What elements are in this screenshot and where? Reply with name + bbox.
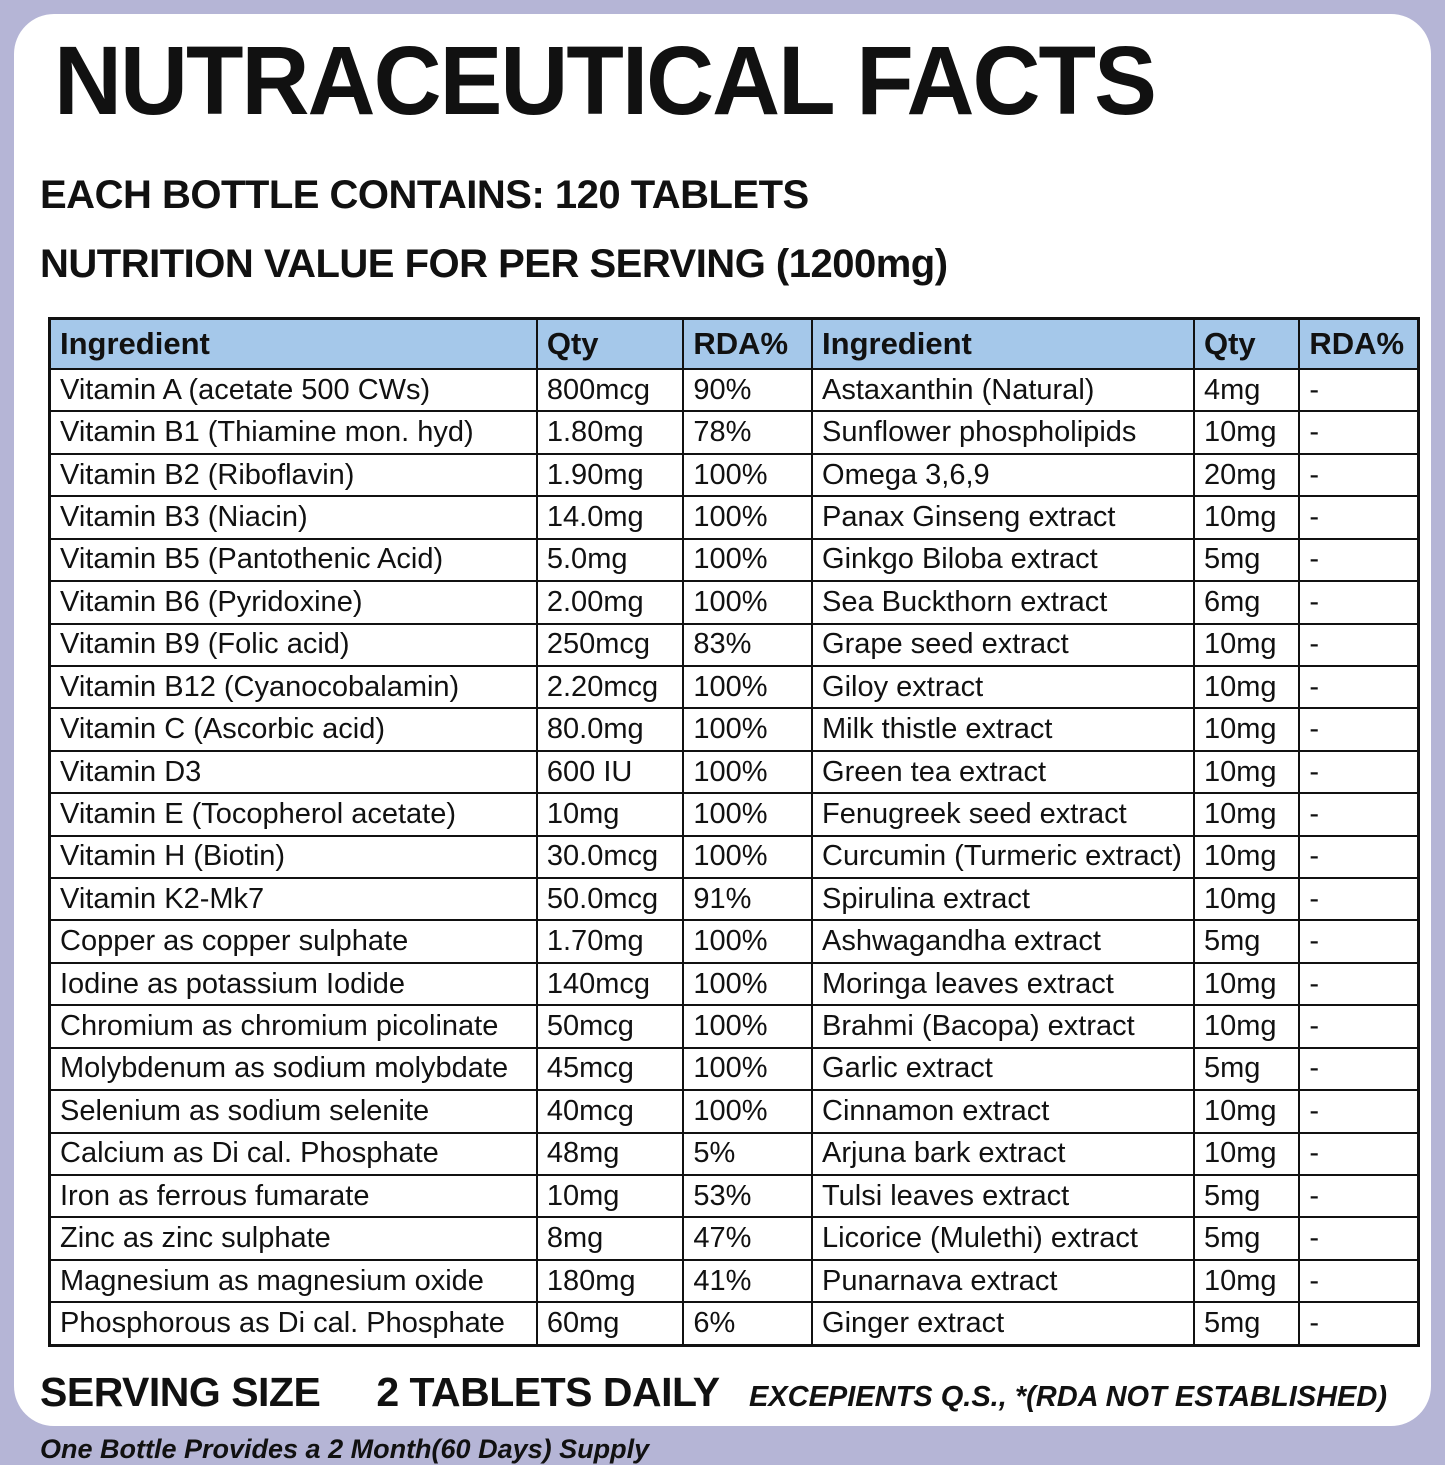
excipients-note: EXCEPIENTS Q.S., *(RDA NOT ESTABLISHED) (748, 1381, 1387, 1413)
rda-left-cell: 100% (683, 454, 812, 496)
ingredient-left-cell: Vitamin B6 (Pyridoxine) (50, 581, 537, 623)
qty-left-cell: 2.00mg (537, 581, 683, 623)
table-row (50, 1302, 1419, 1345)
rda-left-cell: 100% (683, 920, 812, 962)
rda-right-cell: - (1299, 836, 1418, 878)
qty-right-cell: 10mg (1194, 963, 1299, 1005)
ingredient-left-cell: Calcium as Di cal. Phosphate (50, 1133, 537, 1175)
qty-right-cell: 10mg (1194, 1133, 1299, 1175)
table-header-row (50, 319, 1419, 370)
qty-right-cell: 5mg (1194, 1217, 1299, 1259)
ingredient-left-cell: Copper as copper sulphate (50, 920, 537, 962)
rda-left-cell: 83% (683, 624, 812, 666)
qty-left-cell: 10mg (537, 1175, 683, 1217)
table-row (50, 1260, 1419, 1302)
qty-right-cell: 10mg (1194, 666, 1299, 708)
ingredient-right-cell: Spirulina extract (812, 878, 1194, 920)
rda-right-cell: - (1299, 963, 1418, 1005)
ingredient-right-cell: Milk thistle extract (812, 708, 1194, 750)
ingredient-right-cell: Cinnamon extract (812, 1090, 1194, 1132)
rda-left-cell: 78% (683, 411, 812, 453)
rda-left-cell: 100% (683, 496, 812, 538)
rda-right-cell: - (1299, 1090, 1418, 1132)
rda-right-cell: - (1299, 1133, 1418, 1175)
ingredient-right-cell: Green tea extract (812, 751, 1194, 793)
ingredient-right-cell: Moringa leaves extract (812, 963, 1194, 1005)
qty-left-cell: 140mcg (537, 963, 683, 1005)
rda-left-cell: 100% (683, 1005, 812, 1047)
table-row (50, 920, 1419, 962)
ingredient-left-cell: Vitamin E (Tocopherol acetate) (50, 793, 537, 835)
table-row (50, 963, 1419, 1005)
ingredient-right-cell: Ginger extract (812, 1302, 1194, 1345)
qty-right-cell: 10mg (1194, 411, 1299, 453)
ingredient-left-cell: Selenium as sodium selenite (50, 1090, 537, 1132)
ingredient-left-cell: Vitamin B12 (Cyanocobalamin) (50, 666, 537, 708)
qty-right-cell: 6mg (1194, 581, 1299, 623)
ingredient-right-cell: Brahmi (Bacopa) extract (812, 1005, 1194, 1047)
qty-left-cell: 48mg (537, 1133, 683, 1175)
qty-left-cell: 60mg (537, 1302, 683, 1345)
rda-right-cell: - (1299, 1302, 1418, 1345)
rda-left-cell: 100% (683, 581, 812, 623)
ingredient-left-cell: Phosphorous as Di cal. Phosphate (50, 1302, 537, 1345)
supply-note: One Bottle Provides a 2 Month(60 Days) Supply (40, 1434, 650, 1464)
qty-left-cell: 10mg (537, 793, 683, 835)
rda-left-cell: 100% (683, 1090, 812, 1132)
ingredient-left-cell: Zinc as zinc sulphate (50, 1217, 537, 1259)
rda-right-cell: - (1299, 1175, 1418, 1217)
page-title: NUTRACEUTICAL FACTS (54, 26, 1155, 135)
qty-left-cell: 800mcg (537, 369, 683, 411)
rda-left-cell: 100% (683, 793, 812, 835)
qty-right-cell: 10mg (1194, 708, 1299, 750)
qty-left-cell: 1.90mg (537, 454, 683, 496)
column-header-rda-right: RDA% (1299, 319, 1418, 370)
ingredients-table (48, 317, 1420, 1347)
serving-size-label: SERVING SIZE (40, 1369, 321, 1415)
ingredient-right-cell: Grape seed extract (812, 624, 1194, 666)
rda-left-cell: 100% (683, 1048, 812, 1090)
table-row (50, 411, 1419, 453)
rda-right-cell: - (1299, 1217, 1418, 1259)
table-row (50, 751, 1419, 793)
qty-right-cell: 5mg (1194, 1302, 1299, 1345)
ingredient-right-cell: Sunflower phospholipids (812, 411, 1194, 453)
qty-right-cell: 10mg (1194, 624, 1299, 666)
ingredient-right-cell: Curcumin (Turmeric extract) (812, 836, 1194, 878)
qty-left-cell: 180mg (537, 1260, 683, 1302)
qty-right-cell: 5mg (1194, 1175, 1299, 1217)
rda-left-cell: 53% (683, 1175, 812, 1217)
qty-right-cell: 10mg (1194, 496, 1299, 538)
rda-left-cell: 100% (683, 836, 812, 878)
rda-right-cell: - (1299, 496, 1418, 538)
qty-right-cell: 10mg (1194, 836, 1299, 878)
ingredient-left-cell: Chromium as chromium picolinate (50, 1005, 537, 1047)
rda-right-cell: - (1299, 1260, 1418, 1302)
qty-left-cell: 30.0mcg (537, 836, 683, 878)
ingredient-right-cell: Astaxanthin (Natural) (812, 369, 1194, 411)
rda-right-cell: - (1299, 920, 1418, 962)
table-row (50, 581, 1419, 623)
column-header-ingredient-left: Ingredient (50, 319, 537, 370)
nutrition-value-text: NUTRITION VALUE FOR PER SERVING (1200mg) (40, 242, 948, 286)
qty-right-cell: 10mg (1194, 751, 1299, 793)
qty-left-cell: 1.80mg (537, 411, 683, 453)
qty-left-cell: 8mg (537, 1217, 683, 1259)
rda-left-cell: 90% (683, 369, 812, 411)
column-header-qty-right: Qty (1194, 319, 1299, 370)
qty-left-cell: 1.70mg (537, 920, 683, 962)
ingredient-left-cell: Vitamin B2 (Riboflavin) (50, 454, 537, 496)
serving-size (40, 1369, 720, 1416)
rda-left-cell: 100% (683, 963, 812, 1005)
qty-left-cell: 600 IU (537, 751, 683, 793)
qty-right-cell: 5mg (1194, 920, 1299, 962)
qty-right-cell: 5mg (1194, 539, 1299, 581)
ingredient-left-cell: Vitamin C (Ascorbic acid) (50, 708, 537, 750)
ingredient-right-cell: Fenugreek seed extract (812, 793, 1194, 835)
ingredient-left-cell: Vitamin K2-Mk7 (50, 878, 537, 920)
table-row (50, 1005, 1419, 1047)
table-row (50, 539, 1419, 581)
ingredient-right-cell: Ginkgo Biloba extract (812, 539, 1194, 581)
ingredient-left-cell: Vitamin D3 (50, 751, 537, 793)
rda-left-cell: 47% (683, 1217, 812, 1259)
column-header-ingredient-right: Ingredient (812, 319, 1194, 370)
column-header-rda-left: RDA% (683, 319, 812, 370)
table-row (50, 496, 1419, 538)
qty-right-cell: 4mg (1194, 369, 1299, 411)
nutraceutical-facts-card (14, 14, 1431, 1464)
rda-left-cell: 5% (683, 1133, 812, 1175)
rda-right-cell: - (1299, 793, 1418, 835)
rda-right-cell: - (1299, 624, 1418, 666)
table-row (50, 454, 1419, 496)
rda-left-cell: 41% (683, 1260, 812, 1302)
ingredient-left-cell: Vitamin B3 (Niacin) (50, 496, 537, 538)
rda-right-cell: - (1299, 369, 1418, 411)
ingredient-left-cell: Vitamin B5 (Pantothenic Acid) (50, 539, 537, 581)
qty-left-cell: 2.20mcg (537, 666, 683, 708)
serving-size-value: 2 TABLETS DAILY (376, 1369, 720, 1415)
rda-right-cell: - (1299, 708, 1418, 750)
ingredient-right-cell: Licorice (Mulethi) extract (812, 1217, 1194, 1259)
rda-right-cell: - (1299, 1048, 1418, 1090)
footer-row (40, 1369, 1387, 1416)
table-row (50, 1090, 1419, 1132)
table-row (50, 369, 1419, 411)
qty-left-cell: 45mcg (537, 1048, 683, 1090)
ingredient-right-cell: Tulsi leaves extract (812, 1175, 1194, 1217)
ingredient-left-cell: Iron as ferrous fumarate (50, 1175, 537, 1217)
qty-right-cell: 10mg (1194, 878, 1299, 920)
ingredient-left-cell: Iodine as potassium Iodide (50, 963, 537, 1005)
qty-right-cell: 20mg (1194, 454, 1299, 496)
rda-right-cell: - (1299, 454, 1418, 496)
rda-right-cell: - (1299, 751, 1418, 793)
ingredient-right-cell: Panax Ginseng extract (812, 496, 1194, 538)
ingredient-left-cell: Vitamin H (Biotin) (50, 836, 537, 878)
qty-left-cell: 5.0mg (537, 539, 683, 581)
qty-right-cell: 10mg (1194, 1090, 1299, 1132)
ingredient-right-cell: Ashwagandha extract (812, 920, 1194, 962)
qty-left-cell: 50.0mcg (537, 878, 683, 920)
table-row (50, 836, 1419, 878)
ingredient-left-cell: Vitamin A (acetate 500 CWs) (50, 369, 537, 411)
table-row (50, 708, 1419, 750)
ingredient-left-cell: Vitamin B9 (Folic acid) (50, 624, 537, 666)
ingredient-right-cell: Omega 3,6,9 (812, 454, 1194, 496)
table-row (50, 1217, 1419, 1259)
column-header-qty-left: Qty (537, 319, 683, 370)
rda-left-cell: 100% (683, 666, 812, 708)
ingredient-right-cell: Arjuna bark extract (812, 1133, 1194, 1175)
rda-left-cell: 100% (683, 708, 812, 750)
rda-right-cell: - (1299, 411, 1418, 453)
table-row (50, 1048, 1419, 1090)
table-row (50, 878, 1419, 920)
rda-right-cell: - (1299, 539, 1418, 581)
table-row (50, 1175, 1419, 1217)
rda-left-cell: 100% (683, 751, 812, 793)
qty-left-cell: 40mcg (537, 1090, 683, 1132)
ingredient-right-cell: Garlic extract (812, 1048, 1194, 1090)
qty-right-cell: 10mg (1194, 1260, 1299, 1302)
qty-right-cell: 10mg (1194, 1005, 1299, 1047)
ingredient-right-cell: Sea Buckthorn extract (812, 581, 1194, 623)
bottle-contains-text: EACH BOTTLE CONTAINS: 120 TABLETS (40, 173, 809, 217)
ingredient-left-cell: Magnesium as magnesium oxide (50, 1260, 537, 1302)
ingredient-left-cell: Vitamin B1 (Thiamine mon. hyd) (50, 411, 537, 453)
qty-left-cell: 80.0mg (537, 708, 683, 750)
ingredient-right-cell: Giloy extract (812, 666, 1194, 708)
rda-right-cell: - (1299, 666, 1418, 708)
table-row (50, 793, 1419, 835)
rda-left-cell: 100% (683, 539, 812, 581)
qty-left-cell: 50mcg (537, 1005, 683, 1047)
rda-right-cell: - (1299, 581, 1418, 623)
table-row (50, 666, 1419, 708)
rda-left-cell: 6% (683, 1302, 812, 1345)
ingredient-right-cell: Punarnava extract (812, 1260, 1194, 1302)
qty-left-cell: 14.0mg (537, 496, 683, 538)
rda-left-cell: 91% (683, 878, 812, 920)
qty-right-cell: 5mg (1194, 1048, 1299, 1090)
rda-right-cell: - (1299, 1005, 1418, 1047)
qty-left-cell: 250mcg (537, 624, 683, 666)
table-row (50, 1133, 1419, 1175)
qty-right-cell: 10mg (1194, 793, 1299, 835)
table-row (50, 624, 1419, 666)
rda-right-cell: - (1299, 878, 1418, 920)
ingredient-left-cell: Molybdenum as sodium molybdate (50, 1048, 537, 1090)
